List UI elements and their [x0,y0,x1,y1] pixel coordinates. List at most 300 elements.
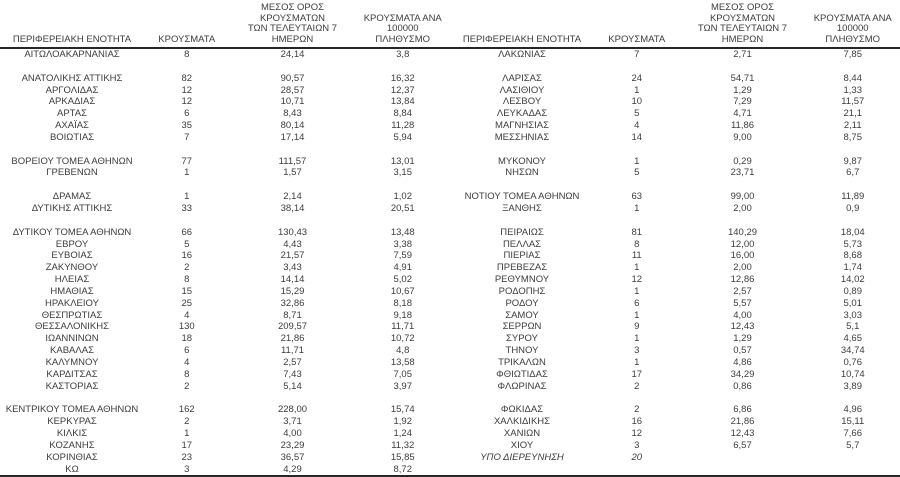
region-cell: ΒΟΙΩΤΙΑΣ [0,132,144,144]
cases-cell: 3 [144,464,230,477]
cases-cell: 77 [144,156,230,168]
region-cell: ΕΒΡΟΥ [0,239,144,251]
region-cell: ΦΘΙΩΤΙΔΑΣ [450,369,594,381]
per100k-cell: 5,94 [356,132,451,144]
table-row [0,203,900,215]
table-row [0,191,900,203]
region-cell: ΚΑΡΔΙΤΣΑΣ [0,369,144,381]
spacer-cell [356,144,451,156]
spacer-cell [806,392,900,404]
table-row [0,48,900,61]
region-cell: ΡΟΔΟΠΗΣ [450,286,594,298]
cases-cell [594,464,680,477]
per100k-cell: 5,1 [806,321,900,333]
spacer-cell [230,61,356,73]
avg7-cell: 0,29 [680,156,806,168]
cases-cell: 3 [594,345,680,357]
region-cell: ΗΡΑΚΛΕΙΟΥ [0,298,144,310]
cases-cell: 24 [594,73,680,85]
region-cell: ΞΑΝΘΗΣ [450,203,594,215]
region-cell: ΙΩΑΝΝΙΝΩΝ [0,333,144,345]
avg7-cell: 38,14 [230,203,356,215]
table-row [0,156,900,168]
cases-cell: 9 [594,321,680,333]
per100k-cell: 3,97 [356,381,451,393]
per100k-cell: 8,84 [356,108,451,120]
cases-cell: 6 [144,108,230,120]
avg7-cell: 36,57 [230,452,356,464]
per100k-cell: 11,57 [806,96,900,108]
cases-cell: 2 [594,381,680,393]
region-cell: ΜΕΣΣΗΝΙΑΣ [450,132,594,144]
region-cell: ΧΑΝΙΩΝ [450,428,594,440]
avg7-cell: 21,86 [680,416,806,428]
cases-cell: 17 [144,440,230,452]
spacer-row [0,144,900,156]
spacer-cell [144,61,230,73]
cases-cell: 11 [594,250,680,262]
header-per100k-line: ΚΡΟΥΣΜΑΤΑ ΑΝΑ 100000 [357,14,450,35]
cases-cell: 2 [594,404,680,416]
region-cell: ΛΑΚΩΝΙΑΣ [450,48,594,61]
avg7-cell: 0,57 [680,345,806,357]
avg7-cell: 4,86 [680,357,806,369]
spacer-cell [144,392,230,404]
region-cell: ΘΕΣΠΡΩΤΙΑΣ [0,310,144,322]
header-per100k-line: ΠΛΗΘΥΣΜΟ [357,35,450,46]
header-per100k-line: ΠΛΗΘΥΣΜΟ [807,35,900,46]
header-region-label: ΠΕΡΙΦΕΡΕΙΑΚΗ ΕΝΟΤΗΤΑ [451,35,593,46]
cases-cell: 1 [594,156,680,168]
region-cell [450,464,594,477]
table-row [0,262,900,274]
table-row [0,286,900,298]
per100k-cell: 8,75 [806,132,900,144]
per100k-cell: 11,32 [356,440,451,452]
header-region-right [450,0,594,48]
spacer-row [0,61,900,73]
per100k-cell: 11,89 [806,191,900,203]
region-cell: ΘΕΣΣΑΛΟΝΙΚΗΣ [0,321,144,333]
cases-cell: 7 [594,48,680,61]
region-cell: ΝΗΣΩΝ [450,167,594,179]
header-avg7-line: ΤΩΝ ΤΕΛΕΥΤΑΙΩΝ 7 [231,24,355,35]
avg7-cell: 7,29 [680,96,806,108]
per100k-cell: 8,72 [356,464,451,477]
table-row [0,108,900,120]
table-row [0,321,900,333]
region-cell: ΒΟΡΕΙΟΥ ΤΟΜΕΑ ΑΘΗΝΩΝ [0,156,144,168]
avg7-cell: 140,29 [680,227,806,239]
header-cases-right [594,0,680,48]
region-cell: ΜΑΓΝΗΣΙΑΣ [450,120,594,132]
avg7-cell: 4,00 [230,428,356,440]
cases-cell: 15 [144,286,230,298]
avg7-cell: 1,29 [680,85,806,97]
region-cell: ΚΩ [0,464,144,477]
per100k-cell: 13,84 [356,96,451,108]
spacer-cell [450,215,594,227]
per100k-cell: 14,02 [806,274,900,286]
region-cell: ΚΑΣΤΟΡΙΑΣ [0,381,144,393]
spacer-cell [230,144,356,156]
header-cases-label: ΚΡΟΥΣΜΑΤΑ [595,35,679,46]
avg7-cell: 111,57 [230,156,356,168]
avg7-cell: 16,00 [680,250,806,262]
per100k-cell: 5,01 [806,298,900,310]
per100k-cell: 6,7 [806,167,900,179]
cases-cell: 3 [594,440,680,452]
per100k-cell: 16,32 [356,73,451,85]
spacer-cell [450,179,594,191]
header-avg7-right [680,0,806,48]
spacer-cell [0,215,144,227]
cases-cell: 16 [594,416,680,428]
header-row [0,0,900,48]
per100k-cell: 7,59 [356,250,451,262]
avg7-cell: 11,86 [680,120,806,132]
header-avg7-line: ΗΜΕΡΩΝ [681,35,805,46]
per100k-cell: 4,65 [806,333,900,345]
region-cell: ΚΑΛΥΜΝΟΥ [0,357,144,369]
avg7-cell: 2,57 [680,286,806,298]
per100k-cell: 3,15 [356,167,451,179]
per100k-cell: 15,74 [356,404,451,416]
avg7-cell: 11,71 [230,345,356,357]
avg7-cell: 32,86 [230,298,356,310]
per100k-cell: 8,18 [356,298,451,310]
region-cell: ΕΥΒΟΙΑΣ [0,250,144,262]
region-cell: ΑΧΑΪΑΣ [0,120,144,132]
avg7-cell: 34,29 [680,369,806,381]
per100k-cell: 2,11 [806,120,900,132]
region-cell: ΑΙΤΩΛΟΑΚΑΡΝΑΝΙΑΣ [0,48,144,61]
spacer-cell [680,215,806,227]
table-row [0,96,900,108]
per100k-cell: 5,7 [806,440,900,452]
per100k-cell: 1,24 [356,428,451,440]
spacer-cell [144,179,230,191]
per100k-cell: 13,48 [356,227,451,239]
avg7-cell: 7,43 [230,369,356,381]
cases-cell: 17 [594,369,680,381]
cases-cell: 6 [594,298,680,310]
avg7-cell: 23,71 [680,167,806,179]
cases-cell: 66 [144,227,230,239]
per100k-cell: 0,9 [806,203,900,215]
per100k-cell: 0,89 [806,286,900,298]
header-avg7-left [230,0,356,48]
avg7-cell: 6,86 [680,404,806,416]
table-row [0,452,900,464]
avg7-cell: 99,00 [680,191,806,203]
avg7-cell: 10,71 [230,96,356,108]
region-cell: ΗΜΑΘΙΑΣ [0,286,144,298]
table-header [0,0,900,48]
spacer-cell [450,144,594,156]
cases-cell: 1 [594,203,680,215]
avg7-cell: 6,57 [680,440,806,452]
avg7-cell: 4,43 [230,239,356,251]
per100k-cell: 20,51 [356,203,451,215]
cases-cell: 2 [144,262,230,274]
per100k-cell: 13,58 [356,357,451,369]
avg7-cell: 1,57 [230,167,356,179]
spacer-cell [594,392,680,404]
header-per100k-left [356,0,451,48]
table-row [0,167,900,179]
spacer-cell [806,144,900,156]
region-cell: ΚΟΖΑΝΗΣ [0,440,144,452]
region-cell: ΜΥΚΟΝΟΥ [450,156,594,168]
cases-cell: 7 [144,132,230,144]
table-row [0,227,900,239]
cases-cell: 5 [594,167,680,179]
avg7-cell: 3,43 [230,262,356,274]
header-avg7-line: ΤΩΝ ΤΕΛΕΥΤΑΙΩΝ 7 [681,24,805,35]
table-row [0,132,900,144]
region-cell: ΚΕΝΤΡΙΚΟΥ ΤΟΜΕΑ ΑΘΗΝΩΝ [0,404,144,416]
cases-cell: 23 [144,452,230,464]
per100k-cell [806,464,900,477]
avg7-cell: 21,57 [230,250,356,262]
spacer-cell [230,392,356,404]
spacer-cell [230,179,356,191]
table-row [0,404,900,416]
spacer-cell [356,392,451,404]
per100k-cell: 12,37 [356,85,451,97]
cases-cell: 8 [144,274,230,286]
avg7-cell: 80,14 [230,120,356,132]
region-cell: ΣΑΜΟΥ [450,310,594,322]
cases-cell: 1 [594,357,680,369]
table-row [0,416,900,428]
spacer-cell [356,179,451,191]
spacer-cell [680,61,806,73]
cases-cell: 8 [144,48,230,61]
avg7-cell: 5,57 [680,298,806,310]
header-per100k-right [806,0,900,48]
region-cell: ΣΕΡΡΩΝ [450,321,594,333]
cases-cell: 14 [594,132,680,144]
per100k-cell: 7,85 [806,48,900,61]
spacer-row [0,392,900,404]
avg7-cell [680,452,806,464]
cases-cell: 25 [144,298,230,310]
per100k-cell: 34,74 [806,345,900,357]
header-avg7-line: ΜΕΣΟΣ ΟΡΟΣ ΚΡΟΥΣΜΑΤΩΝ [231,3,355,24]
spacer-cell [356,61,451,73]
cases-cell: 1 [144,428,230,440]
cases-cell: 81 [594,227,680,239]
avg7-cell: 0,86 [680,381,806,393]
spacer-cell [594,144,680,156]
avg7-cell: 23,29 [230,440,356,452]
per100k-cell: 1,74 [806,262,900,274]
header-avg7-line: ΗΜΕΡΩΝ [231,35,355,46]
region-cell: ΝΟΤΙΟΥ ΤΟΜΕΑ ΑΘΗΝΩΝ [450,191,594,203]
region-cell: ΗΛΕΙΑΣ [0,274,144,286]
cases-cell: 1 [594,85,680,97]
avg7-cell: 3,71 [230,416,356,428]
region-cell: ΦΛΩΡΙΝΑΣ [450,381,594,393]
region-cell: ΚΟΡΙΝΘΙΑΣ [0,452,144,464]
table-row [0,345,900,357]
per100k-cell: 8,44 [806,73,900,85]
spacer-cell [594,215,680,227]
per100k-cell: 5,02 [356,274,451,286]
cases-cell: 4 [144,310,230,322]
table-row [0,239,900,251]
table-row [0,274,900,286]
table-row [0,73,900,85]
spacer-cell [806,215,900,227]
avg7-cell: 54,71 [680,73,806,85]
avg7-cell: 8,43 [230,108,356,120]
per100k-cell: 7,66 [806,428,900,440]
avg7-cell: 209,57 [230,321,356,333]
per100k-cell: 4,8 [356,345,451,357]
cases-cell: 5 [144,239,230,251]
region-cell: ΑΡΤΑΣ [0,108,144,120]
per100k-cell: 1,33 [806,85,900,97]
header-per100k-line: ΚΡΟΥΣΜΑΤΑ ΑΝΑ 100000 [807,14,900,35]
table-row [0,120,900,132]
avg7-cell: 2,71 [680,48,806,61]
per100k-cell: 8,68 [806,250,900,262]
avg7-cell: 4,29 [230,464,356,477]
avg7-cell: 228,00 [230,404,356,416]
cases-cell: 1 [594,286,680,298]
spacer-cell [450,392,594,404]
avg7-cell: 24,14 [230,48,356,61]
cases-cell: 2 [144,416,230,428]
region-cell: ΠΕΙΡΑΙΩΣ [450,227,594,239]
cases-cell: 12 [594,274,680,286]
per100k-cell: 15,85 [356,452,451,464]
per100k-cell: 7,05 [356,369,451,381]
spacer-cell [0,392,144,404]
spacer-cell [806,61,900,73]
cases-cell: 63 [594,191,680,203]
region-cell: ΚΙΛΚΙΣ [0,428,144,440]
cases-cell: 1 [144,167,230,179]
region-cell: ΧΑΛΚΙΔΙΚΗΣ [450,416,594,428]
region-cell: ΠΙΕΡΙΑΣ [450,250,594,262]
per100k-cell: 11,71 [356,321,451,333]
per100k-cell: 0,76 [806,357,900,369]
region-cell: ΑΡΓΟΛΙΔΑΣ [0,85,144,97]
header-cases-label: ΚΡΟΥΣΜΑΤΑ [145,35,229,46]
cases-cell: 1 [594,310,680,322]
avg7-cell: 2,00 [680,203,806,215]
avg7-cell: 1,29 [680,333,806,345]
region-cell: ΣΥΡΟΥ [450,333,594,345]
per100k-cell: 5,73 [806,239,900,251]
region-cell: ΛΑΣΙΘΙΟΥ [450,85,594,97]
spacer-cell [144,215,230,227]
cases-cell: 16 [144,250,230,262]
cases-cell: 5 [594,108,680,120]
region-cell: ΡΟΔΟΥ [450,298,594,310]
avg7-cell: 2,14 [230,191,356,203]
cases-cell: 12 [594,428,680,440]
table-body [0,48,900,476]
spacer-cell [680,392,806,404]
spacer-row [0,215,900,227]
per100k-cell: 1,02 [356,191,451,203]
per100k-cell: 11,28 [356,120,451,132]
table-row [0,440,900,452]
cases-cell: 1 [594,262,680,274]
cases-cell: 33 [144,203,230,215]
table-row [0,85,900,97]
table-row [0,333,900,345]
region-cell: ΤΗΝΟΥ [450,345,594,357]
spacer-cell [680,144,806,156]
spacer-cell [806,179,900,191]
per100k-cell: 15,11 [806,416,900,428]
per100k-cell: 10,67 [356,286,451,298]
table-row [0,428,900,440]
avg7-cell: 9,00 [680,132,806,144]
table-row [0,381,900,393]
cases-cell: 8 [144,369,230,381]
cases-cell: 35 [144,120,230,132]
cases-cell: 4 [144,357,230,369]
avg7-cell: 8,71 [230,310,356,322]
avg7-cell: 17,14 [230,132,356,144]
table-row [0,464,900,477]
spacer-cell [594,179,680,191]
per100k-cell: 3,8 [356,48,451,61]
avg7-cell: 28,57 [230,85,356,97]
avg7-cell: 5,14 [230,381,356,393]
spacer-cell [356,215,451,227]
region-cell: ΔΥΤΙΚΗΣ ΑΤΤΙΚΗΣ [0,203,144,215]
per100k-cell [806,452,900,464]
region-cell: ΠΡΕΒΕΖΑΣ [450,262,594,274]
spacer-cell [0,144,144,156]
cases-cell: 82 [144,73,230,85]
avg7-cell: 12,43 [680,321,806,333]
per100k-cell: 3,38 [356,239,451,251]
avg7-cell: 12,43 [680,428,806,440]
spacer-cell [450,61,594,73]
avg7-cell [680,464,806,477]
per100k-cell: 18,04 [806,227,900,239]
avg7-cell: 2,57 [230,357,356,369]
table-row [0,298,900,310]
region-cell: ΡΕΘΥΜΝΟΥ [450,274,594,286]
cases-cell: 1 [144,191,230,203]
region-cell: ΖΑΚΥΝΘΟΥ [0,262,144,274]
cases-cell: 8 [594,239,680,251]
region-cell: ΑΝΑΤΟΛΙΚΗΣ ΑΤΤΙΚΗΣ [0,73,144,85]
per100k-cell: 21,1 [806,108,900,120]
cases-cell: 12 [144,96,230,108]
avg7-cell: 14,14 [230,274,356,286]
per100k-cell: 3,03 [806,310,900,322]
avg7-cell: 15,29 [230,286,356,298]
avg7-cell: 2,00 [680,262,806,274]
spacer-row [0,179,900,191]
per100k-cell: 9,87 [806,156,900,168]
per100k-cell: 9,18 [356,310,451,322]
region-cell: ΤΡΙΚΑΛΩΝ [450,357,594,369]
header-region-left [0,0,144,48]
cases-cell: 162 [144,404,230,416]
